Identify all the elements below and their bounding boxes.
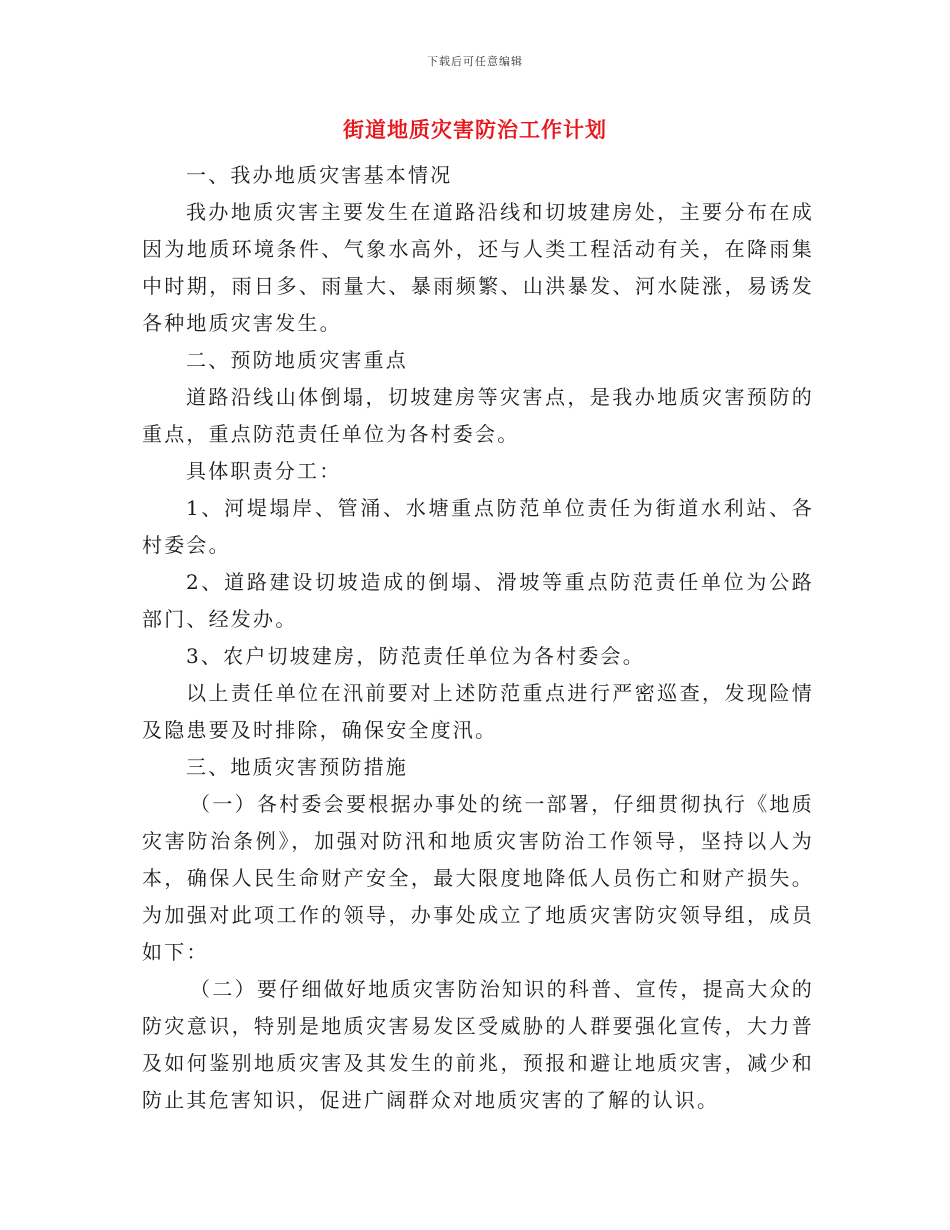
paragraph-key-points: 道路沿线山体倒塌，切坡建房等灾害点，是我办地质灾害预防的重点，重点防范责任单位为各村委会。 (142, 385, 814, 446)
section-heading-3: 三、地质灾害预防措施 (186, 755, 408, 779)
duty-item-1: 1、河堤塌岸、管涌、水塘重点防范单位责任为街道水利站、各村委会。 (142, 496, 814, 557)
measure-item-2: （二）要仔细做好地质灾害防治知识的科普、宣传，提高大众的防灾意识，特别是地质灾害易发区受威胁的人群要强化宣传，大力普及如何鉴别地质灾害及其发生的前兆，预报和避让地质灾害，减少和防止其危害知识，促进广阔群众对地质灾害的了解的认识。 (142, 977, 814, 1112)
document-body (142, 157, 814, 1119)
measure-item-1: （一）各村委会要根据办事处的统一部署，仔细贯彻执行《地质灾害防治条例》，加强对防汛和地质灾害防治工作领导，坚持以人为本，确保人民生命财产安全，最大限度地降低人员伤亡和财产损失。为加强对此项工作的领导，办事处成立了地质灾害防灾领导组，成员如下： (142, 792, 814, 964)
duty-item-2: 2、道路建设切坡造成的倒塌、滑坡等重点防范责任单位为公路部门、经发办。 (142, 570, 814, 631)
section-heading-2: 二、预防地质灾害重点 (186, 348, 408, 372)
duty-item-3: 3、农户切坡建房，防范责任单位为各村委会。 (186, 644, 645, 668)
paragraph-duties-intro: 具体职责分工： (186, 459, 342, 483)
paragraph-inspection: 以上责任单位在汛前要对上述防范重点进行严密巡查，发现险情及隐患要及时排除，确保安全度汛。 (142, 681, 814, 742)
section-heading-1: 一、我办地质灾害基本情况 (186, 163, 453, 187)
header-note: 下载后可任意编辑 (427, 55, 523, 68)
document-title: 街道地质灾害防治工作计划 (343, 118, 607, 142)
paragraph-situation: 我办地质灾害主要发生在道路沿线和切坡建房处，主要分布在成因为地质环境条件、气象水高外，还与人类工程活动有关，在降雨集中时期，雨日多、雨量大、暴雨频繁、山洪暴发、河水陡涨，易诱发各种地质灾害发生。 (142, 200, 814, 335)
